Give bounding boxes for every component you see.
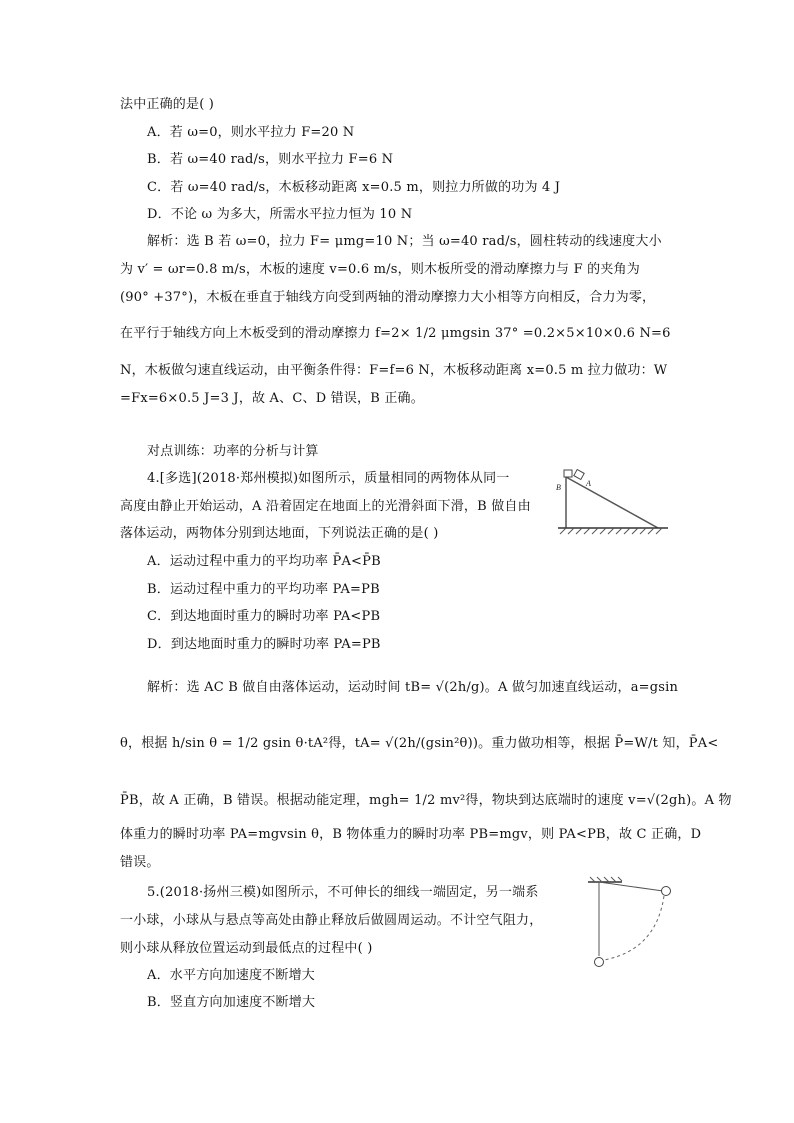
circular-path: [604, 896, 664, 960]
string-horizontal: [599, 882, 663, 891]
q5-stem-line: 一小球，小球从与悬点等高处由静止释放后做圆周运动。不计空气阻力，: [120, 913, 543, 928]
q4-stem-line: 高度由静止开始运动，A 沿着固定在地面上的光滑斜面下滑，B 做自由: [120, 499, 531, 514]
ground-hatch: [560, 528, 662, 534]
q4-analysis-line: θ，根据 h/sin θ = 1/2 gsin θ·tA²得，tA= √(2h/(gsin²θ))。重力做功相等，根据 P̄=W/t 知，P̄A<: [120, 736, 719, 751]
label-b: B: [556, 483, 561, 492]
q3-option-a: A．若 ω=0，则水平拉力 F=20 N: [147, 125, 355, 140]
q3-stem-tail: 法中正确的是( ): [120, 97, 215, 112]
q5-stem-line: 则小球从释放位置运动到最低点的过程中( ): [120, 941, 373, 956]
incline-slope: [566, 477, 658, 528]
q4-option-b: B．运动过程中重力的平均功率 PA=PB: [147, 582, 380, 597]
q4-analysis-line: 体重力的瞬时功率 PA=mgvsin θ，B 物体重力的瞬时功率 PB=mgv，则 PA<PB，故 C 正确，D: [120, 827, 702, 842]
q4-stem-line: 4.[多选](2018·郑州模拟)如图所示，质量相同的两物体从同一: [147, 471, 510, 486]
q3-analysis-line: N，木板做匀速直线运动，由平衡条件得：F=f=6 N，木板移动距离 x=0.5 m 拉力做功：W: [120, 363, 668, 378]
block-a: [574, 469, 584, 479]
q4-stem-line: 落体运动，两物体分别到达地面，下列说法正确的是( ): [120, 526, 439, 541]
pendulum-figure: [584, 876, 676, 972]
label-a: A: [586, 479, 591, 488]
q3-option-b: B．若 ω=40 rad/s，则水平拉力 F=6 N: [147, 152, 394, 167]
q4-analysis-line: 解析：选 AC B 做自由落体运动，运动时间 tB= √(2h/g)。A 做匀加速直线运动，a=gsin: [147, 680, 679, 695]
block-b: [564, 470, 572, 477]
q5-stem-line: 5.(2018·扬州三模)如图所示，不可伸长的细线一端固定，另一端系: [147, 885, 539, 900]
q3-option-c: C．若 ω=40 rad/s，木板移动距离 x=0.5 m，则拉力所做的功为 4 J: [147, 180, 561, 195]
section-title: 对点训练：功率的分析与计算: [147, 444, 319, 459]
q3-analysis-line: (90° +37°)，木板在垂直于轴线方向受到两轴的滑动摩擦力大小相等方向相反，合力为零，: [120, 290, 656, 305]
q3-analysis-line: 在平行于轴线方向上木板受到的滑动摩擦力 f=2× 1/2 μmgsin 37° =0.2×5×10×0.6 N=6: [120, 326, 671, 341]
q5-option-a: A．水平方向加速度不断增大: [147, 968, 315, 983]
q4-analysis-line: 错误。: [120, 855, 160, 870]
q4-option-a: A．运动过程中重力的平均功率 P̄A<P̄B: [147, 554, 381, 569]
q4-analysis-line: P̄B，故 A 正确，B 错误。根据动能定理，mgh= 1/2 mv²得，物块到达底端时的速度 v=√(2gh)。A 物: [120, 793, 732, 808]
q3-option-d: D．不论 ω 为多大，所需水平拉力恒为 10 N: [147, 207, 413, 222]
q3-analysis-line: =Fx=6×0.5 J=3 J，故 A、C、D 错误，B 正确。: [120, 391, 424, 406]
ball-bottom: [595, 958, 604, 967]
q5-option-b: B．竖直方向加速度不断增大: [147, 995, 316, 1010]
q4-option-c: C．到达地面时重力的瞬时功率 PA<PB: [147, 609, 381, 624]
ball-release: [662, 887, 671, 896]
q3-analysis-line: 为 v′ = ωr=0.8 m/s，木板的速度 v=0.6 m/s，则木板所受的滑动摩擦力与 F 的夹角为: [120, 262, 640, 277]
q4-option-d: D．到达地面时重力的瞬时功率 PA=PB: [147, 637, 381, 652]
q3-analysis-line: 解析：选 B 若 ω=0，拉力 F= μmg=10 N；当 ω=40 rad/s，圆柱转动的线速度大小: [147, 234, 662, 249]
incline-figure: [556, 468, 670, 536]
